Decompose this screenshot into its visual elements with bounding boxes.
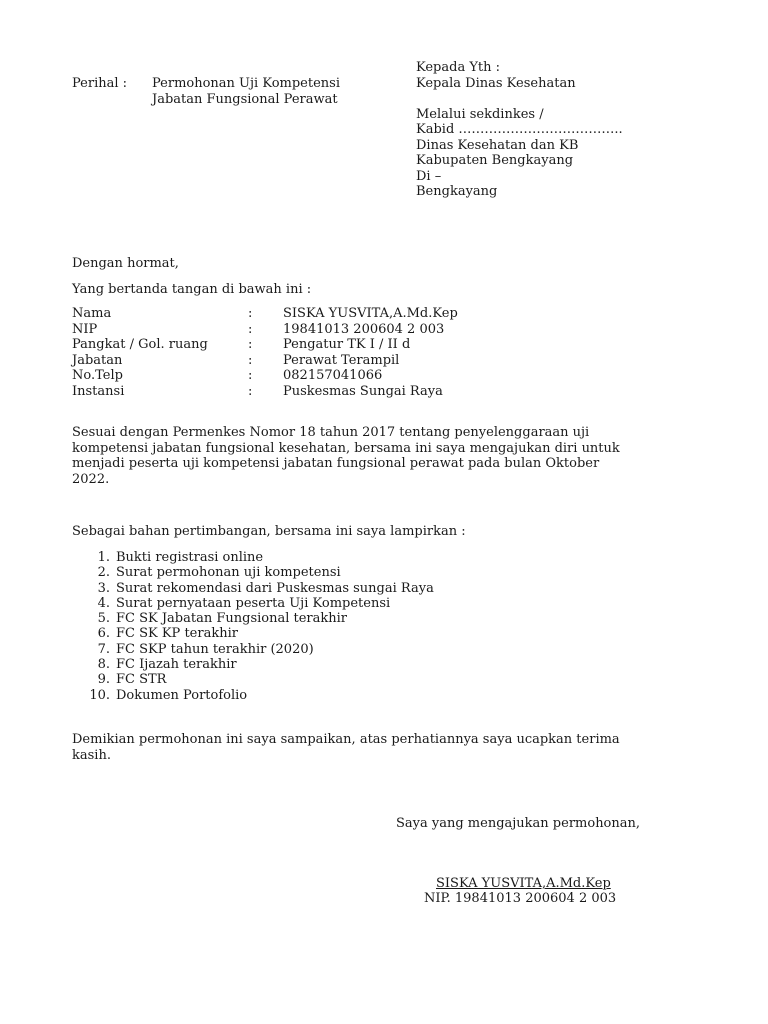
list-text: Surat pernyataan peserta Uji Kompetensi (116, 595, 391, 611)
identity-value: 19841013 200604 2 003 (283, 321, 445, 337)
list-text: FC SK KP terakhir (116, 626, 238, 642)
identity-row (72, 353, 672, 369)
recipient-line: Kepala Dinas Kesehatan (416, 75, 576, 91)
list-number: 4. (97, 595, 110, 611)
identity-value: Pengatur TK I / II d (283, 337, 411, 352)
list-text: FC Ijazah terakhir (116, 657, 237, 673)
list-item (72, 642, 572, 657)
list-text: Dokumen Portofolio (116, 687, 248, 703)
subject-line: Permohonan Uji Kompetensi (152, 76, 340, 91)
closing-line: Demikian permohonan ini saya sampaikan, atas perhatiannya saya ucapkan terima (72, 732, 620, 747)
subject-text (152, 76, 340, 107)
identity-label: Instansi (72, 383, 125, 399)
list-text: Bukti registrasi online (116, 550, 264, 565)
identity-colon: : (248, 368, 253, 383)
list-number: 8. (97, 657, 110, 673)
recipient-line: Kabid ……………………………….. (416, 122, 623, 137)
recipient-line: Dinas Kesehatan dan KB (416, 137, 579, 153)
identity-row (72, 384, 672, 400)
list-number: 5. (97, 611, 110, 627)
list-number: 10. (89, 687, 110, 703)
list-text: FC SK Jabatan Fungsional terakhir (116, 611, 348, 627)
list-number: 1. (97, 550, 110, 565)
body-line: menjadi peserta uji kompetensi jabatan fungsional perawat pada bulan Oktober (72, 456, 600, 471)
subject-line: Jabatan Fungsional Perawat (152, 91, 338, 107)
body-paragraph (72, 425, 620, 487)
list-item (72, 565, 572, 580)
closing-line: kasih. (72, 747, 111, 763)
signer-nip: NIP. 19841013 200604 2 003 (424, 891, 617, 906)
identity-row (72, 368, 672, 384)
signature-preamble: Saya yang mengajukan permohonan, (396, 816, 641, 831)
attachment-list (72, 550, 572, 703)
list-item (72, 672, 572, 687)
identity-value: SISKA YUSVITA,A.Md.Kep (283, 306, 458, 321)
attachment-intro: Sebagai bahan pertimbangan, bersama ini saya lampirkan : (72, 524, 466, 539)
list-number: 3. (97, 580, 110, 596)
identity-value: Puskesmas Sungai Raya (283, 383, 443, 399)
identity-row (72, 322, 672, 338)
intro-text: Yang bertanda tangan di bawah ini : (72, 282, 312, 297)
body-line: 2022. (72, 471, 110, 487)
recipient-line: Di – (416, 168, 442, 184)
identity-label: Nama (72, 306, 112, 321)
recipient-spacer (416, 91, 623, 107)
list-item (72, 657, 572, 672)
identity-colon: : (248, 337, 253, 352)
recipient-line: Kabupaten Bengkayang (416, 153, 574, 168)
list-item (72, 550, 572, 565)
identity-value: 082157041066 (283, 368, 383, 383)
identity-colon: : (248, 321, 253, 337)
list-text: FC STR (116, 672, 167, 688)
identity-label: Jabatan (72, 352, 123, 368)
recipient-block (416, 60, 623, 200)
signer-name: SISKA YUSVITA,A.Md.Kep (436, 876, 611, 891)
list-item (72, 611, 572, 626)
list-item (72, 596, 572, 611)
body-line: kompetensi jabatan fungsional kesehatan, bersama ini saya mengajukan diri untuk (72, 440, 620, 456)
list-item (72, 581, 572, 596)
list-item (72, 626, 572, 641)
recipient-line: Bengkayang (416, 184, 498, 199)
identity-colon: : (248, 306, 253, 321)
list-number: 7. (97, 641, 110, 657)
list-item (72, 688, 572, 703)
identity-label: Pangkat / Gol. ruang (72, 337, 208, 352)
identity-row (72, 306, 672, 322)
identity-colon: : (248, 383, 253, 399)
subject-label: Perihal : (72, 76, 128, 91)
recipient-line: Kepada Yth : (416, 60, 501, 75)
greeting: Dengan hormat, (72, 256, 179, 271)
identity-label: No.Telp (72, 368, 123, 383)
closing-paragraph (72, 732, 620, 763)
list-text: Surat rekomendasi dari Puskesmas sungai Raya (116, 580, 434, 596)
identity-value: Perawat Terampil (283, 352, 400, 368)
body-line: Sesuai dengan Permenkes Nomor 18 tahun 2017 tentang penyelenggaraan uji (72, 425, 590, 440)
recipient-line: Melalui sekdinkes / (416, 106, 544, 122)
list-text: Surat permohonan uji kompetensi (116, 565, 341, 581)
identity-row (72, 337, 672, 353)
list-number: 2. (97, 565, 110, 581)
identity-colon: : (248, 352, 253, 368)
list-number: 9. (97, 672, 110, 688)
list-number: 6. (97, 626, 110, 642)
list-text: FC SKP tahun terakhir (2020) (116, 641, 314, 657)
identity-label: NIP (72, 321, 98, 337)
